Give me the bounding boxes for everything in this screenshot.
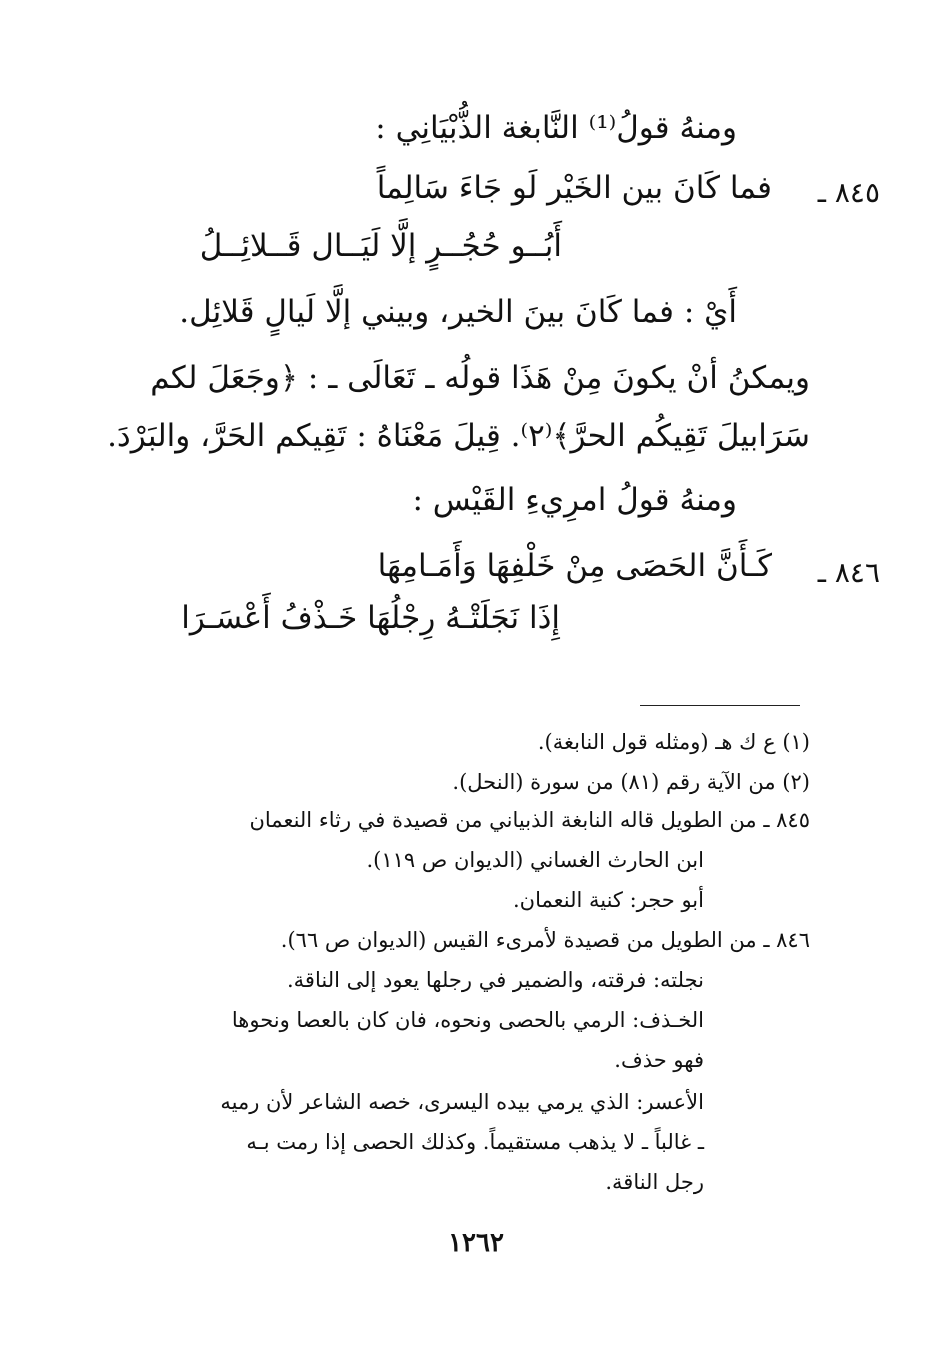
verse-846-hemistich-1: كَـأَنَّ الحَصَى مِنْ خَلْفِهَا وَأَمَـامِهَا bbox=[377, 548, 772, 584]
footnote-2: (٢) من الآية رقم (٨١) من سورة (النحل). bbox=[452, 770, 810, 794]
footnote-846-line-2: نجلته: فرقته، والضمير في رجلها يعود إلى الناقة. bbox=[287, 968, 704, 992]
intro-line-2: ومنهُ قولُ امرِيءِ القَيْس : bbox=[412, 482, 737, 518]
footnote-846-line-6: ـ غالباً ـ لا يذهب مستقيماً. وكذلك الحصى إذا رمت بـه bbox=[246, 1130, 704, 1154]
verse-845-gloss: أَيْ : فما كَانَ بينَ الخير، وبيني إلَّا لَيالٍ قَلائِل. bbox=[179, 294, 737, 330]
footnote-845-line-3: أبو حجر: كنية النعمان. bbox=[512, 888, 704, 912]
verse-845-hemistich-1: فما كَانَ بين الخَيْر لَو جَاءَ سَالِماً bbox=[376, 170, 772, 206]
footnote-846-line-7: رجل الناقة. bbox=[605, 1170, 704, 1194]
verse-845-hemistich-2: أَبُــو حُجُــرٍ إلَّا لَيَــال قَــلائِــلُ bbox=[199, 228, 562, 264]
paragraph-line-2: سَرَابيلَ تَقِيكُم الحرَّ﴾⁽٢⁾. قِيلَ مَعْنَاهُ : تَقِيكم الحَرَّ، والبَرْدَ. bbox=[107, 418, 810, 454]
paragraph-line-1: ويمكنُ أنْ يكونَ مِنْ هَذَا قولُه ـ تَعَالَى ـ : ﴿وجَعَلَ لكم bbox=[150, 360, 810, 396]
intro-line-1: ومنهُ قولُ⁽¹⁾ النَّابغة الذُّبْيَانِي : bbox=[375, 110, 737, 146]
footnote-846-line-3: الخـذف: الرمي بالحصى ونحوه، فان كان بالعصا ونحوها bbox=[231, 1008, 704, 1032]
footnote-1: (١) ع ك هـ (ومثله قول النابغة). bbox=[537, 730, 810, 754]
verse-846-hemistich-2: إِذَا نَجَلَتْـهُ رِجْلُهَا خَـذْفُ أَعْسَـرَا bbox=[181, 600, 560, 636]
page-number: ١٢٦٢ bbox=[448, 1228, 504, 1258]
verse-846-number: ٨٤٦ ـ bbox=[817, 556, 880, 589]
footnote-846-line-1: ٨٤٦ ـ من الطويل من قصيدة لأمرىء القيس (الديوان ص ٦٦). bbox=[280, 928, 810, 952]
footnote-separator bbox=[640, 705, 800, 706]
footnote-845-line-1: ٨٤٥ ـ من الطويل قاله النابغة الذبياني من قصيدة في رثاء النعمان bbox=[249, 808, 810, 832]
footnote-846-line-4: فهو حذف. bbox=[614, 1048, 704, 1072]
footnote-845-line-2: ابن الحارث الغساني (الديوان ص ١١٩). bbox=[366, 848, 704, 872]
footnote-846-line-5: الأعسر: الذي يرمي بيده اليسرى، خصه الشاعر لأن رميه bbox=[220, 1090, 704, 1114]
verse-845-number: ٨٤٥ ـ bbox=[817, 176, 880, 209]
